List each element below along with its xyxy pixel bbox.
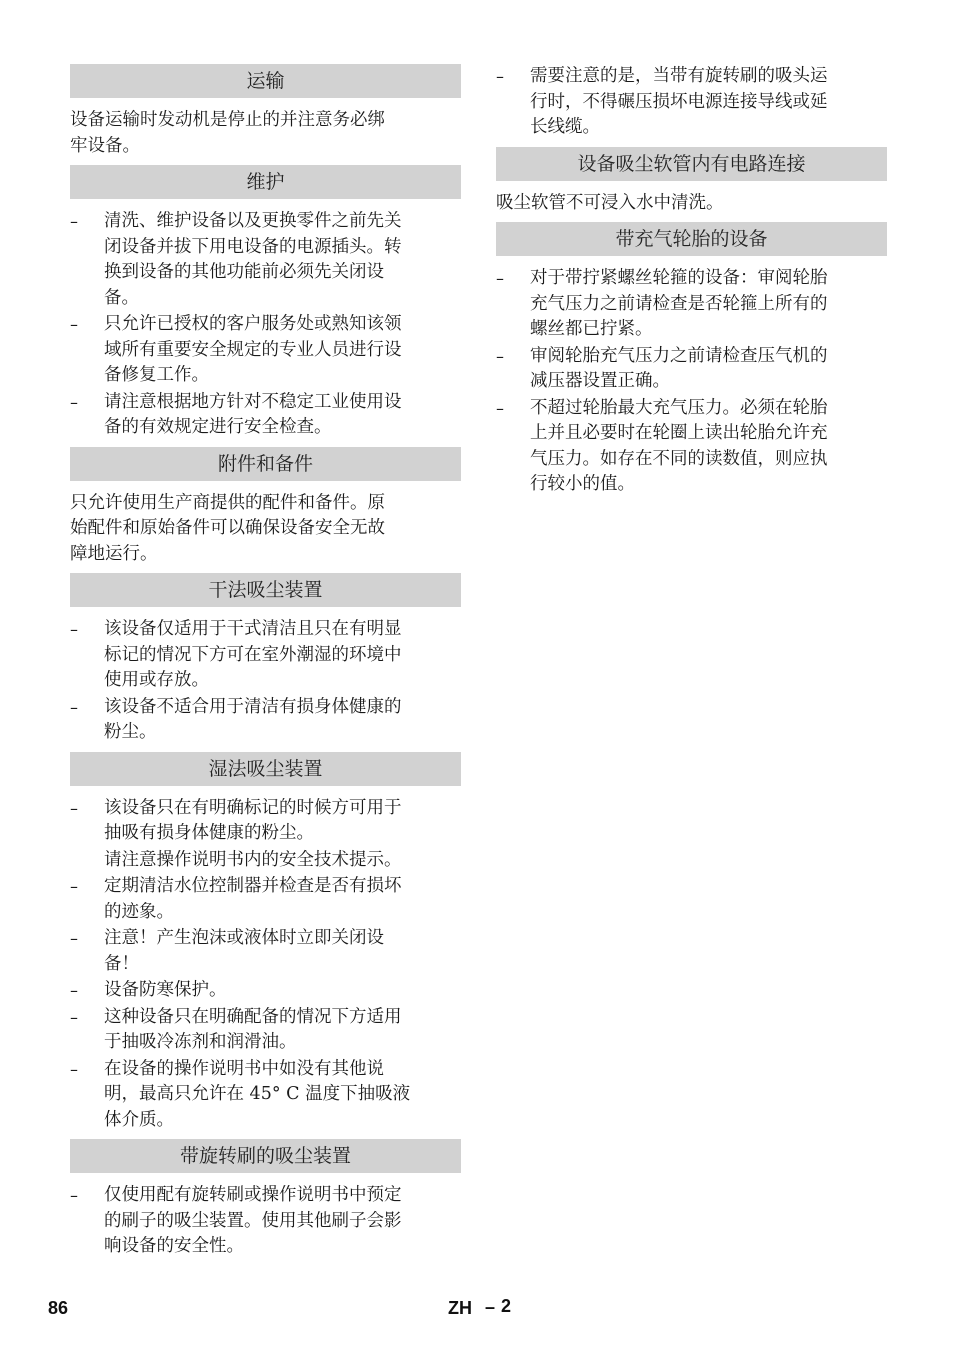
- text-line: 备！: [104, 953, 139, 974]
- bullet-list: [70, 796, 461, 1134]
- list-item-text: [530, 344, 887, 395]
- list-item-text: [104, 209, 461, 311]
- bullet-list: [70, 617, 461, 746]
- footer-separator: –: [485, 1297, 496, 1317]
- text-line: 牢设备。: [70, 135, 140, 156]
- list-item: [70, 390, 461, 441]
- text-line: 气压力。如存在不同的读数值，则应执: [530, 448, 828, 469]
- list-item: [70, 695, 461, 746]
- list-item-text: [104, 926, 461, 977]
- section-paragraph: [496, 191, 887, 217]
- list-item-text: [104, 1005, 461, 1056]
- bullet-list: [496, 266, 887, 498]
- section-heading: 干法吸尘装置: [70, 573, 461, 607]
- text-line: 始配件和原始备件可以确保设备安全无故: [70, 518, 385, 538]
- section-heading: 设备吸尘软管内有电路连接: [496, 147, 887, 181]
- text-line: 响设备的安全性。: [104, 1236, 244, 1256]
- bullet-dash: –: [496, 346, 504, 366]
- bullet-list: [496, 64, 887, 141]
- text-line: 长线缆。: [530, 117, 600, 137]
- bullet-dash: –: [496, 398, 504, 418]
- right-column: [496, 64, 887, 504]
- text-line: 减压器设置正确。: [530, 371, 670, 391]
- section: [70, 1139, 461, 1260]
- text-line: 使用或存放。: [104, 670, 209, 690]
- bullet-dash: –: [496, 269, 504, 288]
- list-item: [70, 796, 461, 847]
- section-paragraph: [70, 491, 461, 568]
- text-line: 换到设备的其他功能前必须先关闭设: [104, 262, 384, 282]
- bullet-dash: –: [70, 981, 78, 1000]
- text-line: 该设备仅适用于干式清洁且只在有明显: [104, 619, 402, 639]
- section: [496, 64, 887, 141]
- text-line: 备。: [104, 287, 139, 308]
- text-line: 明，最高只允许在 45° C 温度下抽吸液: [104, 1084, 411, 1104]
- text-line: 注意！产生泡沫或液体时立即关闭设: [104, 928, 384, 948]
- text-line: 行时，不得碾压损坏电源连接导线或延: [530, 91, 828, 112]
- bullet-dash: –: [70, 877, 78, 896]
- section-heading: 维护: [70, 165, 461, 199]
- list-item: [70, 874, 461, 925]
- text-line: 审阅轮胎充气压力之前请检查压气机的: [530, 345, 828, 366]
- bullet-dash: –: [496, 67, 504, 86]
- section: [70, 573, 461, 746]
- left-column: [70, 64, 461, 1266]
- text-line: 对于带拧紧螺丝轮箍的设备：审阅轮胎: [530, 268, 828, 288]
- section-heading: 运输: [70, 64, 461, 98]
- list-item-text: [530, 266, 887, 343]
- bullet-dash: –: [70, 212, 78, 231]
- section-heading: 附件和备件: [70, 447, 461, 481]
- text-line: 设备防寒保护。: [104, 980, 227, 1000]
- list-item-text: [104, 978, 461, 1004]
- text-line: 定期清洁水位控制器并检查是否有损坏: [104, 876, 402, 896]
- text-line: 标记的情况下方可在室外潮湿的环境中: [104, 644, 402, 665]
- text-line: 这种设备只在明确配备的情况下方适用: [104, 1006, 402, 1027]
- list-item: [70, 1057, 461, 1134]
- bullet-dash: –: [70, 392, 78, 412]
- section: [70, 752, 461, 1134]
- list-item-text: [104, 695, 461, 746]
- list-item: [70, 1183, 461, 1260]
- list-item-text: [104, 1057, 461, 1134]
- bullet-dash: –: [70, 315, 78, 334]
- list-item-text: [104, 312, 461, 389]
- section: [496, 147, 887, 217]
- text-line: 闭设备并拔下用电设备的电源插头。转: [104, 236, 402, 257]
- text-line: 请注意根据地方针对不稳定工业使用设: [104, 391, 402, 412]
- bullet-dash: –: [70, 1007, 78, 1027]
- text-line: 只允许使用生产商提供的配件和备件。原: [70, 492, 385, 513]
- list-item-text: [104, 796, 461, 847]
- text-line: 体介质。: [104, 1109, 174, 1130]
- text-line: 充气压力之前请检查是否轮箍上所有的: [530, 293, 828, 314]
- list-item: [70, 1005, 461, 1056]
- bullet-dash: –: [70, 1059, 78, 1079]
- list-item-text: [104, 617, 461, 694]
- text-line: 需要注意的是，当带有旋转刷的吸头运: [530, 66, 828, 86]
- bullet-dash: –: [70, 929, 78, 948]
- text-line: 该设备只在有明确标记的时候方可用于: [104, 797, 402, 818]
- text-line: 仅使用配有旋转刷或操作说明书中预定: [104, 1185, 402, 1205]
- bullet-list: [70, 1183, 461, 1260]
- text-line: 障地运行。: [70, 543, 158, 564]
- text-line: 域所有重要安全规定的专业人员进行设: [104, 339, 402, 360]
- list-item: [496, 396, 887, 498]
- text-line: 吸尘软管不可浸入水中清洗。: [496, 192, 724, 213]
- bullet-dash: –: [70, 697, 78, 717]
- section-heading: 带充气轮胎的设备: [496, 222, 887, 256]
- bullet-dash: –: [70, 798, 78, 818]
- text-line: 行较小的值。: [530, 474, 635, 494]
- section-heading: 湿法吸尘装置: [70, 752, 461, 786]
- list-item-text: [530, 64, 887, 141]
- text-line: 不超过轮胎最大充气压力。必须在轮胎: [530, 397, 828, 418]
- footer-language-code: ZH: [448, 1298, 472, 1318]
- section-paragraph: [70, 108, 461, 159]
- text-line: 备的有效规定进行安全检查。: [104, 417, 332, 437]
- text-line: 该设备不适合用于清洁有损身体健康的: [104, 696, 402, 717]
- footer-sub-page: 2: [501, 1296, 512, 1316]
- text-line: 的刷子的吸尘装置。使用其他刷子会影: [104, 1210, 402, 1231]
- section: [496, 222, 887, 498]
- list-item: [70, 926, 461, 977]
- list-item: [496, 266, 887, 343]
- section: [70, 64, 461, 159]
- section-heading: 带旋转刷的吸尘装置: [70, 1139, 461, 1173]
- text-line: 的迹象。: [104, 901, 174, 922]
- text-line: 于抽吸冷冻剂和润滑油。: [104, 1032, 297, 1052]
- text-line: 设备运输时发动机是停止的并注意务必绑: [70, 110, 385, 130]
- list-item: [496, 64, 887, 141]
- bullet-list: [70, 209, 461, 441]
- list-item-text: [104, 874, 461, 925]
- list-item: [70, 978, 461, 1004]
- section: [70, 447, 461, 568]
- list-item-text: [530, 396, 887, 498]
- list-item-note: 请注意操作说明书内的安全技术提示。: [104, 849, 402, 870]
- list-item-text: [104, 1183, 461, 1260]
- text-line: 清洗、维护设备以及更换零件之前先关: [104, 211, 402, 231]
- list-item: [70, 209, 461, 311]
- section: [70, 165, 461, 441]
- text-line: 在设备的操作说明书中如没有其他说: [104, 1058, 384, 1079]
- list-item-text: [104, 390, 461, 441]
- list-item: [70, 312, 461, 389]
- text-line: 只允许已授权的客户服务处或熟知该领: [104, 314, 402, 334]
- bullet-dash: –: [70, 1186, 78, 1205]
- list-item: [70, 617, 461, 694]
- text-line: 抽吸有损身体健康的粉尘。: [104, 823, 314, 843]
- text-line: 上并且必要时在轮圈上读出轮胎允许充: [530, 423, 828, 443]
- list-item: [496, 344, 887, 395]
- page-number: 86: [48, 1298, 69, 1318]
- bullet-dash: –: [70, 620, 78, 639]
- text-line: 粉尘。: [104, 722, 157, 742]
- text-line: 备修复工作。: [104, 365, 209, 385]
- text-line: 螺丝都已拧紧。: [530, 319, 653, 339]
